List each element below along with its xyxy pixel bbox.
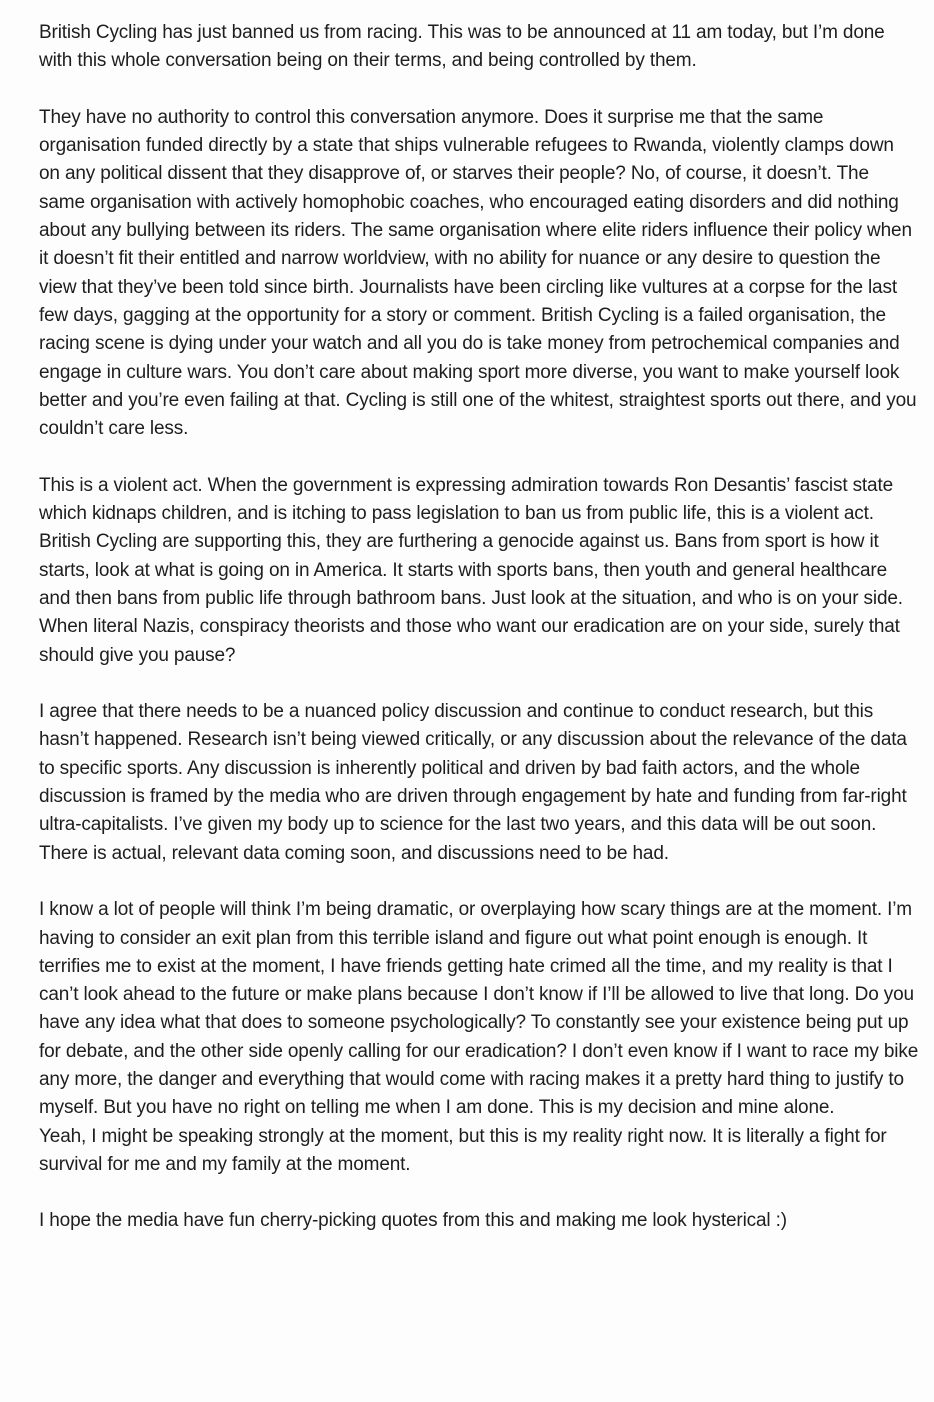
paragraph-violent-act: This is a violent act. When the government is expressing admiration towards Ron Desantis’ fascist state which kidnaps children, and is itching to pass legislation to ban us from public life, this is a violent act. British Cycling are supporting this, they are furthering a genocide against us. Bans from sport is how it starts, look at what is going on in America. It starts with sports bans, then youth and general healthcare and then bans from public life through bathroom bans. Just look at the situation, and who is on your side. When literal Nazis, conspiracy theorists and those who want our eradication are on your side, surely that should give you pause? (39, 474, 903, 666)
statement-text-body (39, 19, 919, 1264)
paragraph-survival: Yeah, I might be speaking strongly at the moment, but this is my reality right now. It is literally a fight for survival for me and my family at the moment. (39, 1125, 887, 1175)
paragraph-personal-impact: I know a lot of people will think I’m being dramatic, or overplaying how scary things are at the moment. I’m having to consider an exit plan from this terrible island and figure out what point enough is enough. It terrifies me to exist at the moment, I have friends getting hate crimed all the time, and my reality is that I can’t look ahead to the future or make plans because I don’t know if I’ll be allowed to live that long. Do you have any idea what that does to someone psychologically? To constantly see your existence being put up for debate, and the other side openly calling for our eradication? I don’t even know if I want to race my bike any more, the danger and everything that would come with racing makes it a pretty hard thing to justify to myself. But you have no right on telling me when I am done. This is my decision and mine alone. (39, 899, 919, 1119)
paragraph-closing: I hope the media have fun cherry-picking quotes from this and making me look hysterical :) (39, 1210, 787, 1232)
paragraph-policy-discussion: I agree that there needs to be a nuanced policy discussion and continue to conduct research, but this hasn’t happened. Research isn’t being viewed critically, or any discussion about the relevance of the data to specific sports. Any discussion is inherently political and driven by bad faith actors, and the whole discussion is framed by the media who are driven through engagement by hate and funding from far-right ultra-capitalists. I’ve given my body up to science for the last two years, and this data will be out soon. There is actual, relevant data coming soon, and discussions need to be had. (39, 701, 907, 864)
paragraph-announcement: British Cycling has just banned us from racing. This was to be announced at 11 am today, but I’m done with this whole conversation being on their terms, and being controlled by them. (39, 22, 885, 72)
paragraph-authority: They have no authority to control this conversation anymore. Does it surprise me that the same organisation funded directly by a state that ships vulnerable refugees to Rwanda, violently clamps down on any political dissent that they disapprove of, or starves their people? No, of course, it doesn’t. The same organisation with actively homophobic coaches, who encouraged eating disorders and did nothing about any bullying between its riders. The same organisation where elite riders influence their policy when it doesn’t fit their entitled and narrow worldview, with no ability for nuance or any desire to question the view that they’ve been told since birth. Journalists have been circling like vultures at a corpse for the last few days, gagging at the opportunity for a story or comment. British Cycling is a failed organisation, the racing scene is dying under your watch and all you do is take money from petrochemical companies and engage in culture wars. You don’t care about making sport more diverse, you want to make yourself look better and you’re even failing at that. Cycling is still one of the whitest, straightest sports out there, and you couldn’t care less. (39, 106, 917, 440)
